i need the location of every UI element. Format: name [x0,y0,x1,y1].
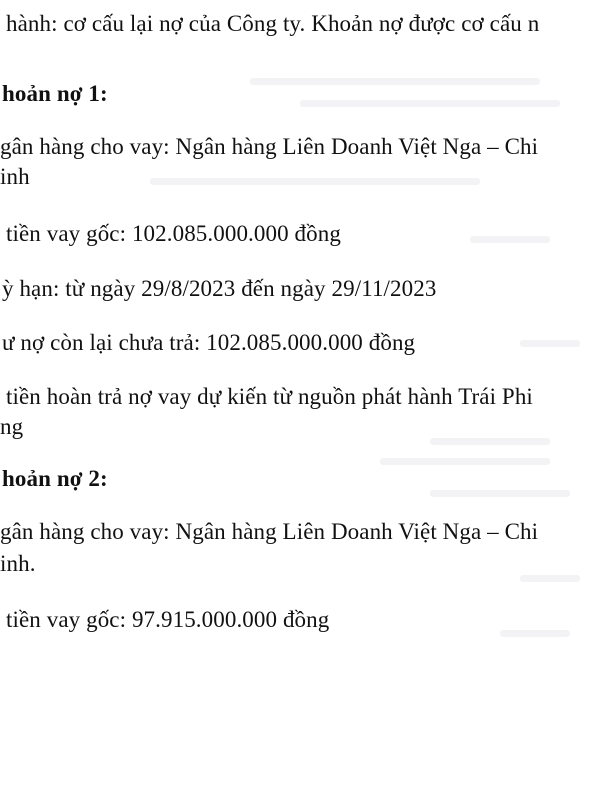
debt-1-lender-line: gân hàng cho vay: Ngân hàng Liên Doanh Việt Nga – Chi [0,134,539,159]
debt-1-repayment-line-cont: ng [0,414,24,439]
show-through-mark [520,575,580,582]
show-through-mark [470,236,550,243]
debt-1-principal-line: tiền vay gốc: 102.085.000.000 đồng [6,221,341,246]
show-through-mark [430,438,550,445]
debt-1-term-line: ỳ hạn: từ ngày 29/8/2023 đến ngày 29/11/2023 [2,276,437,301]
show-through-mark [380,458,550,465]
show-through-mark [430,490,570,497]
show-through-mark [300,100,560,107]
debt-2-lender-line-cont: inh. [0,551,36,576]
debt-1-heading: hoản nợ 1: [2,81,108,106]
show-through-mark [150,178,480,185]
debt-1-outstanding-line: ư nợ còn lại chưa trả: 102.085.000.000 đồng [2,330,416,355]
debt-2-heading: hoản nợ 2: [2,466,108,491]
debt-2-principal-line: tiền vay gốc: 97.915.000.000 đồng [6,607,330,632]
show-through-mark [500,630,570,637]
intro-text-line: hành: cơ cấu lại nợ của Công ty. Khoản nợ được cơ cấu n [6,11,540,36]
show-through-mark [520,340,580,347]
debt-1-repayment-line: tiền hoàn trả nợ vay dự kiến từ nguồn phát hành Trái Phi [6,384,533,409]
debt-1-lender-line-cont: inh [0,164,30,189]
debt-2-lender-line: gân hàng cho vay: Ngân hàng Liên Doanh Việt Nga – Chi [0,519,539,544]
show-through-mark [250,78,540,85]
